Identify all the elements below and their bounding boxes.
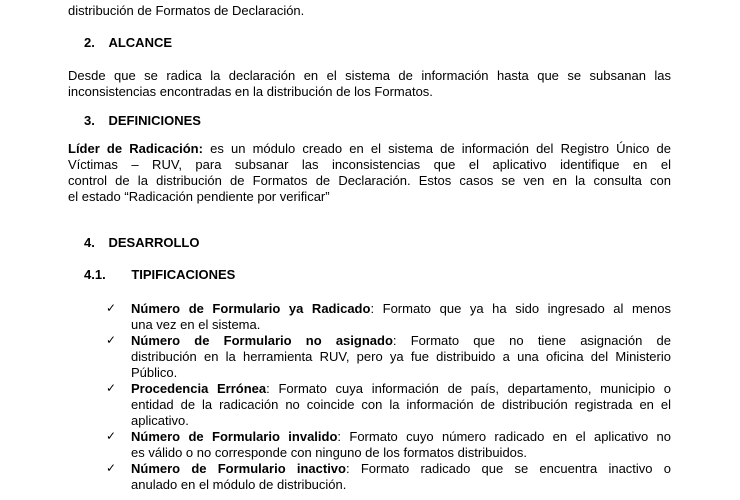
section-number: 2. xyxy=(84,35,95,50)
bullet-first-line xyxy=(131,461,671,476)
bullet-line: entidad de la radicación no coincide con la información de distribución registrada en el xyxy=(131,397,671,412)
section-number: 4.1. xyxy=(84,267,106,282)
paragraph-line: Desde que se radica la declaración en el sistema de información hasta que se subsanan las xyxy=(68,68,671,83)
paragraph-line: control de la distribución de Formatos de Declaración. Estos casos se ven en la consulta con xyxy=(68,173,671,188)
checkmark-icon: ✓ xyxy=(106,301,117,315)
definition-term: Líder de Radicación: xyxy=(68,141,203,156)
section-4-1-heading xyxy=(84,267,235,282)
paragraph-line: Víctimas – RUV, para subsanar las inconsistencias que el aplicativo identifique en el xyxy=(68,157,671,172)
bullet-text: : Formato radicado que se encuentra inactivo o xyxy=(345,461,671,476)
bullet-first-line xyxy=(131,429,671,444)
bullet-term: Número de Formulario invalido xyxy=(131,429,338,444)
bullet-first-line xyxy=(131,381,671,396)
bullet-term: Número de Formulario no asignado xyxy=(131,333,393,348)
bullet-term: Número de Formulario ya Radicado xyxy=(131,301,371,316)
bullet-term: Número de Formulario inactivo xyxy=(131,461,346,476)
bullet-first-line xyxy=(131,301,671,316)
paragraph-line: inconsistencias encontradas en la distribución de los Formatos. xyxy=(68,84,433,99)
checkmark-icon: ✓ xyxy=(106,461,117,475)
section-title: DESARROLLO xyxy=(108,235,200,250)
bullet-line: Público. xyxy=(131,365,178,380)
section-4-heading xyxy=(84,235,199,250)
bullet-line: distribución en la herramienta RUV, pero ya fue distribuido a una oficina del Ministerio xyxy=(131,349,671,364)
bullet-line: una vez en el sistema. xyxy=(131,317,261,332)
definition-text: es un módulo creado en el sistema de información del Registro Único de xyxy=(202,141,671,156)
bullet-line: es válido o no corresponde con ninguno de los formatos distribuidos. xyxy=(131,445,528,460)
bullet-term: Procedencia Errónea xyxy=(131,381,267,396)
section-number: 4. xyxy=(84,235,95,250)
previous-paragraph-end: distribución de Formatos de Declaración. xyxy=(68,3,305,18)
section-title: ALCANCE xyxy=(108,35,173,50)
bullet-text: : Formato cuyo número radicado en el aplicativo no xyxy=(337,429,671,444)
section-number: 3. xyxy=(84,113,95,128)
section-3-heading xyxy=(84,113,201,128)
checkmark-icon: ✓ xyxy=(106,429,117,443)
bullet-text: : Formato que ya ha sido ingresado al menos xyxy=(370,301,671,316)
bullet-text: : Formato cuya información de país, departamento, municipio o xyxy=(266,381,671,396)
checkmark-icon: ✓ xyxy=(106,333,117,347)
bullet-first-line xyxy=(131,333,671,348)
section-title: TIPIFICACIONES xyxy=(131,267,236,282)
paragraph-line: el estado “Radicación pendiente por verificar” xyxy=(68,189,330,204)
definition-first-line xyxy=(68,141,671,156)
section-2-heading xyxy=(84,35,172,50)
bullet-line: anulado en el módulo de distribución. xyxy=(131,477,347,492)
section-title: DEFINICIONES xyxy=(108,113,201,128)
bullet-text: : Formato que no tiene asignación de xyxy=(392,333,671,348)
bullet-line: aplicativo. xyxy=(131,413,189,428)
checkmark-icon: ✓ xyxy=(106,381,117,395)
